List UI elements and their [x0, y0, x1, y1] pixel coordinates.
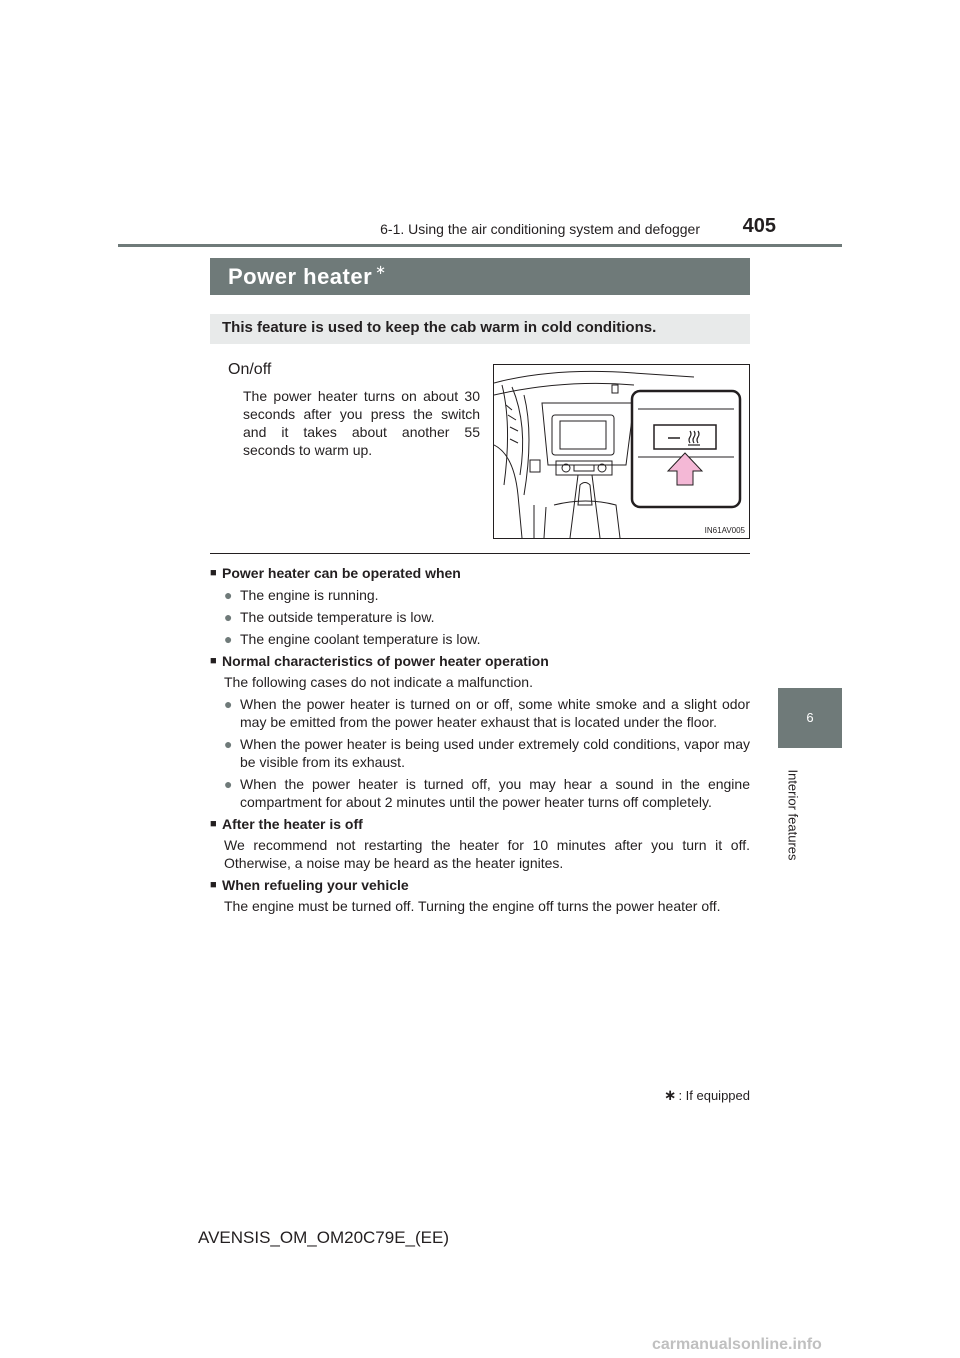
chapter-title-vertical — [778, 760, 808, 870]
note-text: The engine must be turned off. Turning the engine off turns the power heater off. — [224, 898, 721, 914]
list-item: ● When the power heater is turned on or off, some white smoke and a slight odor may be emitted from the power heater exhaust that is located under the floor. — [224, 696, 750, 730]
square-icon: ■ — [210, 818, 217, 830]
note-section — [210, 564, 750, 648]
onoff-label: On/off — [228, 361, 272, 378]
chapter-title: Interior features — [785, 769, 801, 861]
bullet-icon: ● — [224, 587, 233, 603]
footer-document-id: AVENSIS_OM_OM20C79E_(EE) — [198, 1228, 449, 1247]
note-heading: ■ Normal characteristics of power heater operation — [210, 653, 549, 669]
summary-box — [210, 314, 750, 344]
footnote — [600, 1086, 750, 1104]
equipped-marker: ∗ — [375, 262, 387, 277]
note-section — [210, 876, 750, 915]
dashboard-illustration — [493, 364, 750, 539]
square-icon: ■ — [210, 567, 217, 579]
note-section — [210, 652, 750, 811]
footnote-text: : If equipped — [678, 1088, 750, 1103]
note-heading: ■ When refueling your vehicle — [210, 877, 409, 893]
note-text: The following cases do not indicate a malfunction. — [224, 674, 533, 690]
section-title-text: Power heater — [228, 264, 373, 289]
page-number: 405 — [742, 215, 776, 237]
figure-code: IN61AV005 — [704, 526, 745, 535]
bullet-icon: ● — [224, 736, 233, 752]
notes-content — [210, 560, 750, 915]
note-heading: ■ After the heater is off — [210, 816, 363, 832]
note-text: We recommend not restarting the heater for 10 minutes after you turn it off. Otherwise, a noise may be heard as the heater ignites. — [224, 837, 750, 871]
header-section-title: 6-1. Using the air conditioning system and defogger — [380, 221, 700, 237]
bullet-icon: ● — [224, 609, 233, 625]
list-item: ● The engine coolant temperature is low. — [224, 631, 481, 647]
list-item: ● The outside temperature is low. — [224, 609, 435, 625]
note-section — [210, 815, 750, 872]
section-title-bar — [210, 258, 750, 295]
list-item: ● When the power heater is being used under extremely cold conditions, vapor may be visible from its exhaust. — [224, 736, 750, 770]
bullet-icon: ● — [224, 631, 233, 647]
bullet-icon: ● — [224, 776, 233, 792]
chapter-tab: 6 — [778, 688, 842, 748]
bullet-icon: ● — [224, 696, 233, 712]
square-icon: ■ — [210, 879, 217, 891]
square-icon: ■ — [210, 655, 217, 667]
footnote-marker: ∗ — [663, 1087, 677, 1104]
section-rule — [210, 553, 750, 554]
list-item: ● When the power heater is turned off, you may hear a sound in the engine compartment for about 2 minutes until the power heater turns off completely. — [224, 776, 750, 810]
note-heading: ■ Power heater can be operated when — [210, 565, 461, 581]
section-title — [228, 262, 387, 290]
summary-text: This feature is used to keep the cab warm in cold conditions. — [222, 319, 657, 336]
dashboard-drawing — [494, 365, 749, 538]
list-item: ● The engine is running. — [224, 587, 379, 603]
header-rule — [118, 244, 842, 247]
onoff-description: The power heater turns on about 30 seconds after you press the switch and it takes about another 55 seconds to warm up. — [243, 388, 480, 458]
watermark-link[interactable]: carmanualsonline.info — [652, 1336, 822, 1353]
